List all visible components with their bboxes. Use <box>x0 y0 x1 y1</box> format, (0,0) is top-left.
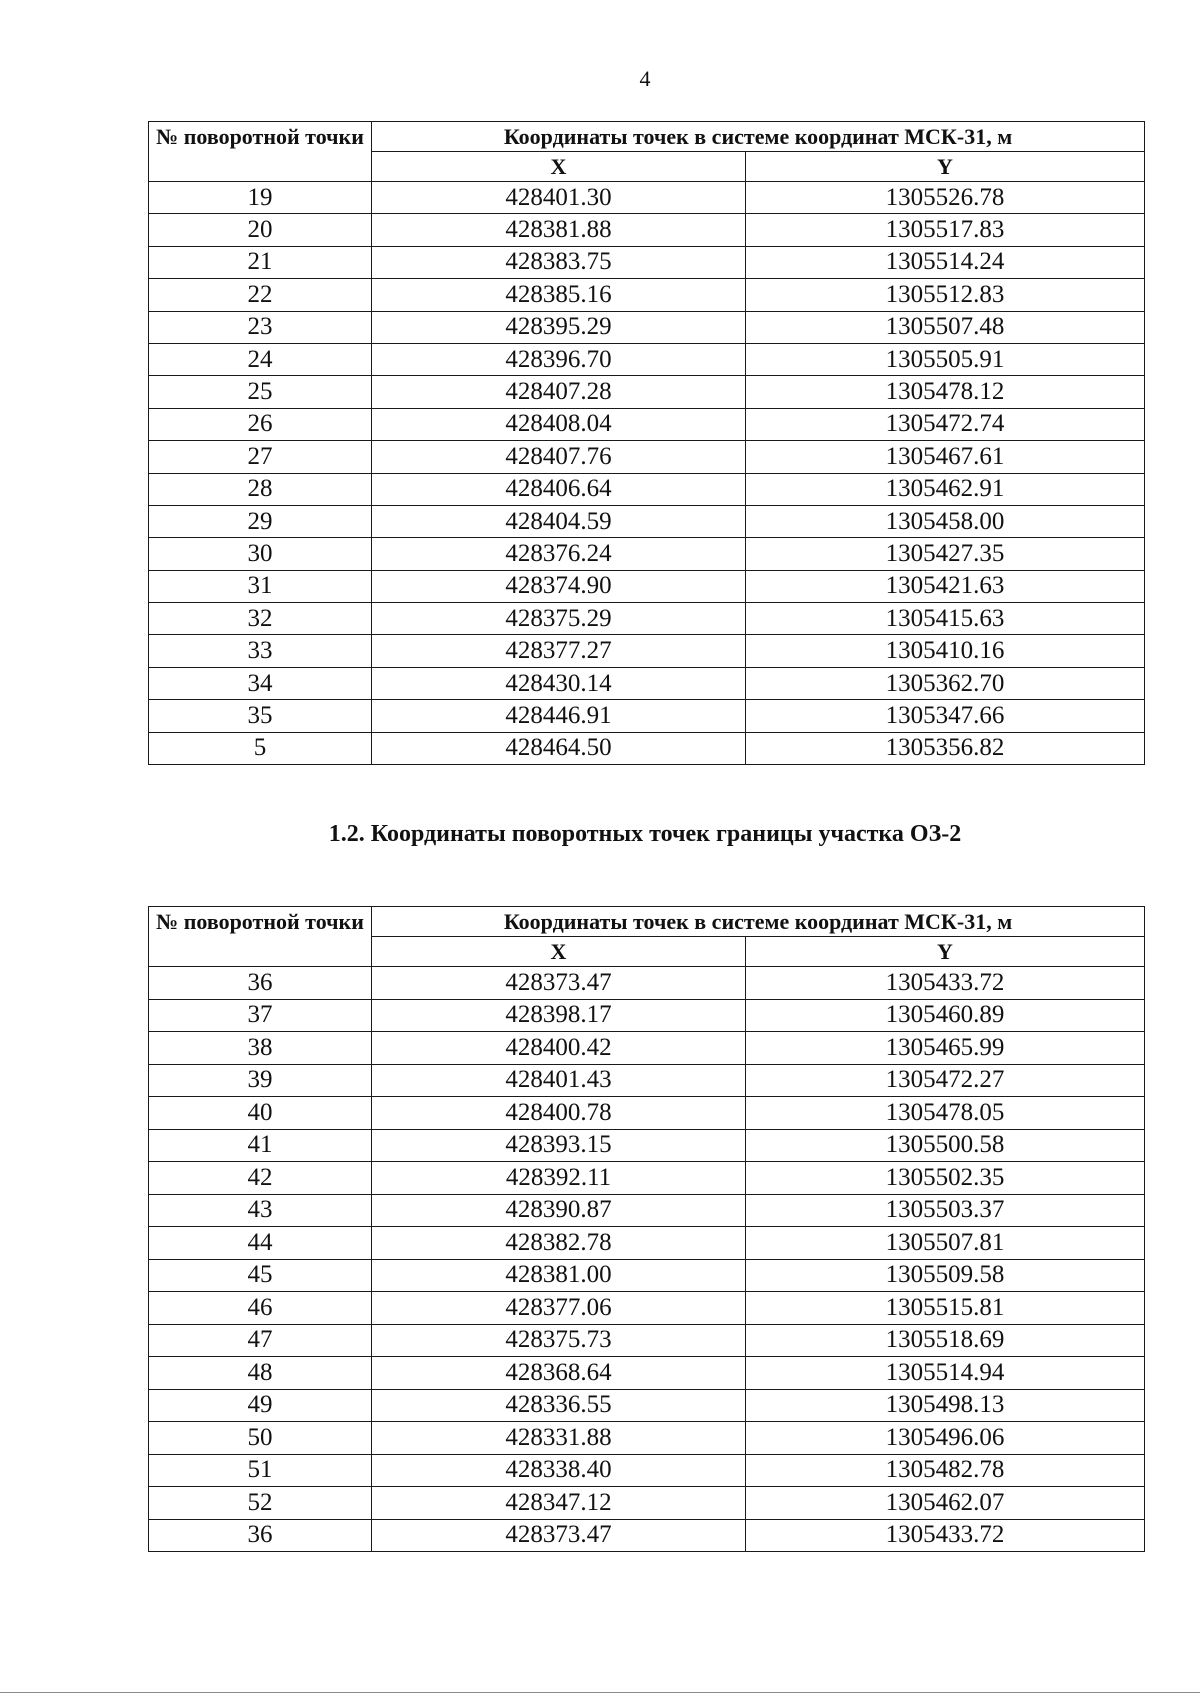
table-row <box>149 441 1145 473</box>
x-coordinate-cell: 428336.55 <box>372 1389 746 1422</box>
point-number-cell: 52 <box>149 1487 372 1520</box>
table-row <box>149 570 1145 602</box>
x-coordinate-cell: 428347.12 <box>372 1487 746 1520</box>
point-number-cell: 45 <box>149 1259 372 1292</box>
y-coordinate-cell: 1305509.58 <box>746 1259 1145 1292</box>
table-row <box>149 1259 1145 1292</box>
y-coordinate-cell: 1305460.89 <box>746 999 1145 1032</box>
y-coordinate-cell: 1305356.82 <box>746 732 1145 764</box>
point-number-cell: 48 <box>149 1357 372 1390</box>
point-number-cell: 31 <box>149 570 372 602</box>
x-coordinate-cell: 428390.87 <box>372 1194 746 1227</box>
x-coordinate-cell: 428406.64 <box>372 473 746 505</box>
x-coordinate-cell: 428373.47 <box>372 1519 746 1552</box>
coordinates-header: Координаты точек в системе координат МСК-31, м <box>372 907 1145 937</box>
y-coordinate-cell: 1305462.91 <box>746 473 1145 505</box>
table-body <box>149 967 1145 1552</box>
coordinates-table-2 <box>148 906 1145 1552</box>
point-number-cell: 51 <box>149 1454 372 1487</box>
x-header: X <box>372 937 746 967</box>
point-number-cell: 43 <box>149 1194 372 1227</box>
table-row <box>149 967 1145 1000</box>
table-row <box>149 1357 1145 1390</box>
x-coordinate-cell: 428401.43 <box>372 1064 746 1097</box>
point-number-cell: 22 <box>149 279 372 311</box>
table-row <box>149 1064 1145 1097</box>
y-coordinate-cell: 1305502.35 <box>746 1162 1145 1195</box>
table-row <box>149 343 1145 375</box>
x-coordinate-cell: 428396.70 <box>372 343 746 375</box>
point-number-cell: 29 <box>149 505 372 537</box>
point-number-cell: 41 <box>149 1129 372 1162</box>
table-row <box>149 246 1145 278</box>
point-number-cell: 49 <box>149 1389 372 1422</box>
point-number-cell: 38 <box>149 1032 372 1065</box>
point-number-cell: 28 <box>149 473 372 505</box>
point-number-cell: 33 <box>149 635 372 667</box>
table-row <box>149 1519 1145 1552</box>
point-number-cell: 36 <box>149 967 372 1000</box>
x-header: X <box>372 152 746 182</box>
x-coordinate-cell: 428375.29 <box>372 603 746 635</box>
table-row <box>149 1227 1145 1260</box>
coordinates-table-1 <box>148 121 1145 765</box>
table-header <box>149 122 1145 182</box>
table-row <box>149 1487 1145 1520</box>
y-coordinate-cell: 1305496.06 <box>746 1422 1145 1455</box>
y-coordinate-cell: 1305410.16 <box>746 635 1145 667</box>
table-row <box>149 1032 1145 1065</box>
x-coordinate-cell: 428407.28 <box>372 376 746 408</box>
point-number-cell: 39 <box>149 1064 372 1097</box>
table-row <box>149 182 1145 214</box>
table-row <box>149 505 1145 537</box>
y-coordinate-cell: 1305515.81 <box>746 1292 1145 1325</box>
y-coordinate-cell: 1305500.58 <box>746 1129 1145 1162</box>
y-coordinate-cell: 1305507.81 <box>746 1227 1145 1260</box>
table-row <box>149 635 1145 667</box>
y-coordinate-cell: 1305498.13 <box>746 1389 1145 1422</box>
y-header: Y <box>746 937 1145 967</box>
y-coordinate-cell: 1305472.74 <box>746 408 1145 440</box>
y-coordinate-cell: 1305362.70 <box>746 667 1145 699</box>
x-coordinate-cell: 428404.59 <box>372 505 746 537</box>
y-coordinate-cell: 1305415.63 <box>746 603 1145 635</box>
y-coordinate-cell: 1305514.24 <box>746 246 1145 278</box>
table-row <box>149 311 1145 343</box>
table-row <box>149 1389 1145 1422</box>
table-row <box>149 700 1145 732</box>
y-coordinate-cell: 1305507.48 <box>746 311 1145 343</box>
x-coordinate-cell: 428376.24 <box>372 538 746 570</box>
point-number-cell: 32 <box>149 603 372 635</box>
x-coordinate-cell: 428338.40 <box>372 1454 746 1487</box>
point-number-cell: 44 <box>149 1227 372 1260</box>
section-title: 1.2. Координаты поворотных точек границы участка ОЗ-2 <box>328 821 962 847</box>
x-coordinate-cell: 428407.76 <box>372 441 746 473</box>
point-number-cell: 35 <box>149 700 372 732</box>
point-number-header: № поворотной точки <box>149 122 372 182</box>
x-coordinate-cell: 428374.90 <box>372 570 746 602</box>
point-number-cell: 27 <box>149 441 372 473</box>
point-number-cell: 25 <box>149 376 372 408</box>
x-coordinate-cell: 428375.73 <box>372 1324 746 1357</box>
y-coordinate-cell: 1305421.63 <box>746 570 1145 602</box>
point-number-cell: 46 <box>149 1292 372 1325</box>
y-coordinate-cell: 1305505.91 <box>746 343 1145 375</box>
table-row <box>149 214 1145 246</box>
coordinates-header: Координаты точек в системе координат МСК-31, м <box>372 122 1145 152</box>
point-number-cell: 21 <box>149 246 372 278</box>
x-coordinate-cell: 428464.50 <box>372 732 746 764</box>
x-coordinate-cell: 428392.11 <box>372 1162 746 1195</box>
table-row <box>149 732 1145 764</box>
point-number-cell: 36 <box>149 1519 372 1552</box>
x-coordinate-cell: 428398.17 <box>372 999 746 1032</box>
table-row <box>149 1422 1145 1455</box>
table-row <box>149 376 1145 408</box>
table-row <box>149 279 1145 311</box>
table-row <box>149 538 1145 570</box>
point-number-cell: 50 <box>149 1422 372 1455</box>
table-row <box>149 1162 1145 1195</box>
point-number-cell: 37 <box>149 999 372 1032</box>
y-coordinate-cell: 1305478.05 <box>746 1097 1145 1130</box>
x-coordinate-cell: 428383.75 <box>372 246 746 278</box>
x-coordinate-cell: 428400.78 <box>372 1097 746 1130</box>
y-coordinate-cell: 1305433.72 <box>746 967 1145 1000</box>
y-coordinate-cell: 1305472.27 <box>746 1064 1145 1097</box>
table-row <box>149 667 1145 699</box>
y-coordinate-cell: 1305503.37 <box>746 1194 1145 1227</box>
point-number-cell: 23 <box>149 311 372 343</box>
point-number-cell: 30 <box>149 538 372 570</box>
x-coordinate-cell: 428368.64 <box>372 1357 746 1390</box>
y-coordinate-cell: 1305526.78 <box>746 182 1145 214</box>
x-coordinate-cell: 428408.04 <box>372 408 746 440</box>
point-number-cell: 47 <box>149 1324 372 1357</box>
point-number-cell: 19 <box>149 182 372 214</box>
page-number: 4 <box>639 66 651 91</box>
x-coordinate-cell: 428401.30 <box>372 182 746 214</box>
y-coordinate-cell: 1305512.83 <box>746 279 1145 311</box>
table-row <box>149 1129 1145 1162</box>
y-coordinate-cell: 1305427.35 <box>746 538 1145 570</box>
point-number-cell: 20 <box>149 214 372 246</box>
y-coordinate-cell: 1305467.61 <box>746 441 1145 473</box>
x-coordinate-cell: 428393.15 <box>372 1129 746 1162</box>
x-coordinate-cell: 428381.88 <box>372 214 746 246</box>
point-number-cell: 42 <box>149 1162 372 1195</box>
x-coordinate-cell: 428385.16 <box>372 279 746 311</box>
x-coordinate-cell: 428382.78 <box>372 1227 746 1260</box>
y-coordinate-cell: 1305517.83 <box>746 214 1145 246</box>
table-row <box>149 473 1145 505</box>
y-coordinate-cell: 1305482.78 <box>746 1454 1145 1487</box>
y-coordinate-cell: 1305347.66 <box>746 700 1145 732</box>
y-coordinate-cell: 1305465.99 <box>746 1032 1145 1065</box>
y-coordinate-cell: 1305462.07 <box>746 1487 1145 1520</box>
table-row <box>149 1097 1145 1130</box>
y-header: Y <box>746 152 1145 182</box>
scan-edge-line <box>0 1692 1200 1693</box>
x-coordinate-cell: 428377.27 <box>372 635 746 667</box>
y-coordinate-cell: 1305514.94 <box>746 1357 1145 1390</box>
table-row <box>149 999 1145 1032</box>
table-row <box>149 603 1145 635</box>
x-coordinate-cell: 428395.29 <box>372 311 746 343</box>
table-header <box>149 907 1145 967</box>
x-coordinate-cell: 428377.06 <box>372 1292 746 1325</box>
table-row <box>149 1292 1145 1325</box>
point-number-cell: 26 <box>149 408 372 440</box>
y-coordinate-cell: 1305433.72 <box>746 1519 1145 1552</box>
point-number-header: № поворотной точки <box>149 907 372 967</box>
point-number-cell: 24 <box>149 343 372 375</box>
x-coordinate-cell: 428446.91 <box>372 700 746 732</box>
x-coordinate-cell: 428381.00 <box>372 1259 746 1292</box>
y-coordinate-cell: 1305458.00 <box>746 505 1145 537</box>
point-number-cell: 5 <box>149 732 372 764</box>
y-coordinate-cell: 1305478.12 <box>746 376 1145 408</box>
y-coordinate-cell: 1305518.69 <box>746 1324 1145 1357</box>
point-number-cell: 40 <box>149 1097 372 1130</box>
x-coordinate-cell: 428331.88 <box>372 1422 746 1455</box>
x-coordinate-cell: 428430.14 <box>372 667 746 699</box>
table-row <box>149 1194 1145 1227</box>
x-coordinate-cell: 428400.42 <box>372 1032 746 1065</box>
point-number-cell: 34 <box>149 667 372 699</box>
table-row <box>149 1454 1145 1487</box>
table-body <box>149 182 1145 765</box>
table-row <box>149 1324 1145 1357</box>
table-row <box>149 408 1145 440</box>
x-coordinate-cell: 428373.47 <box>372 967 746 1000</box>
